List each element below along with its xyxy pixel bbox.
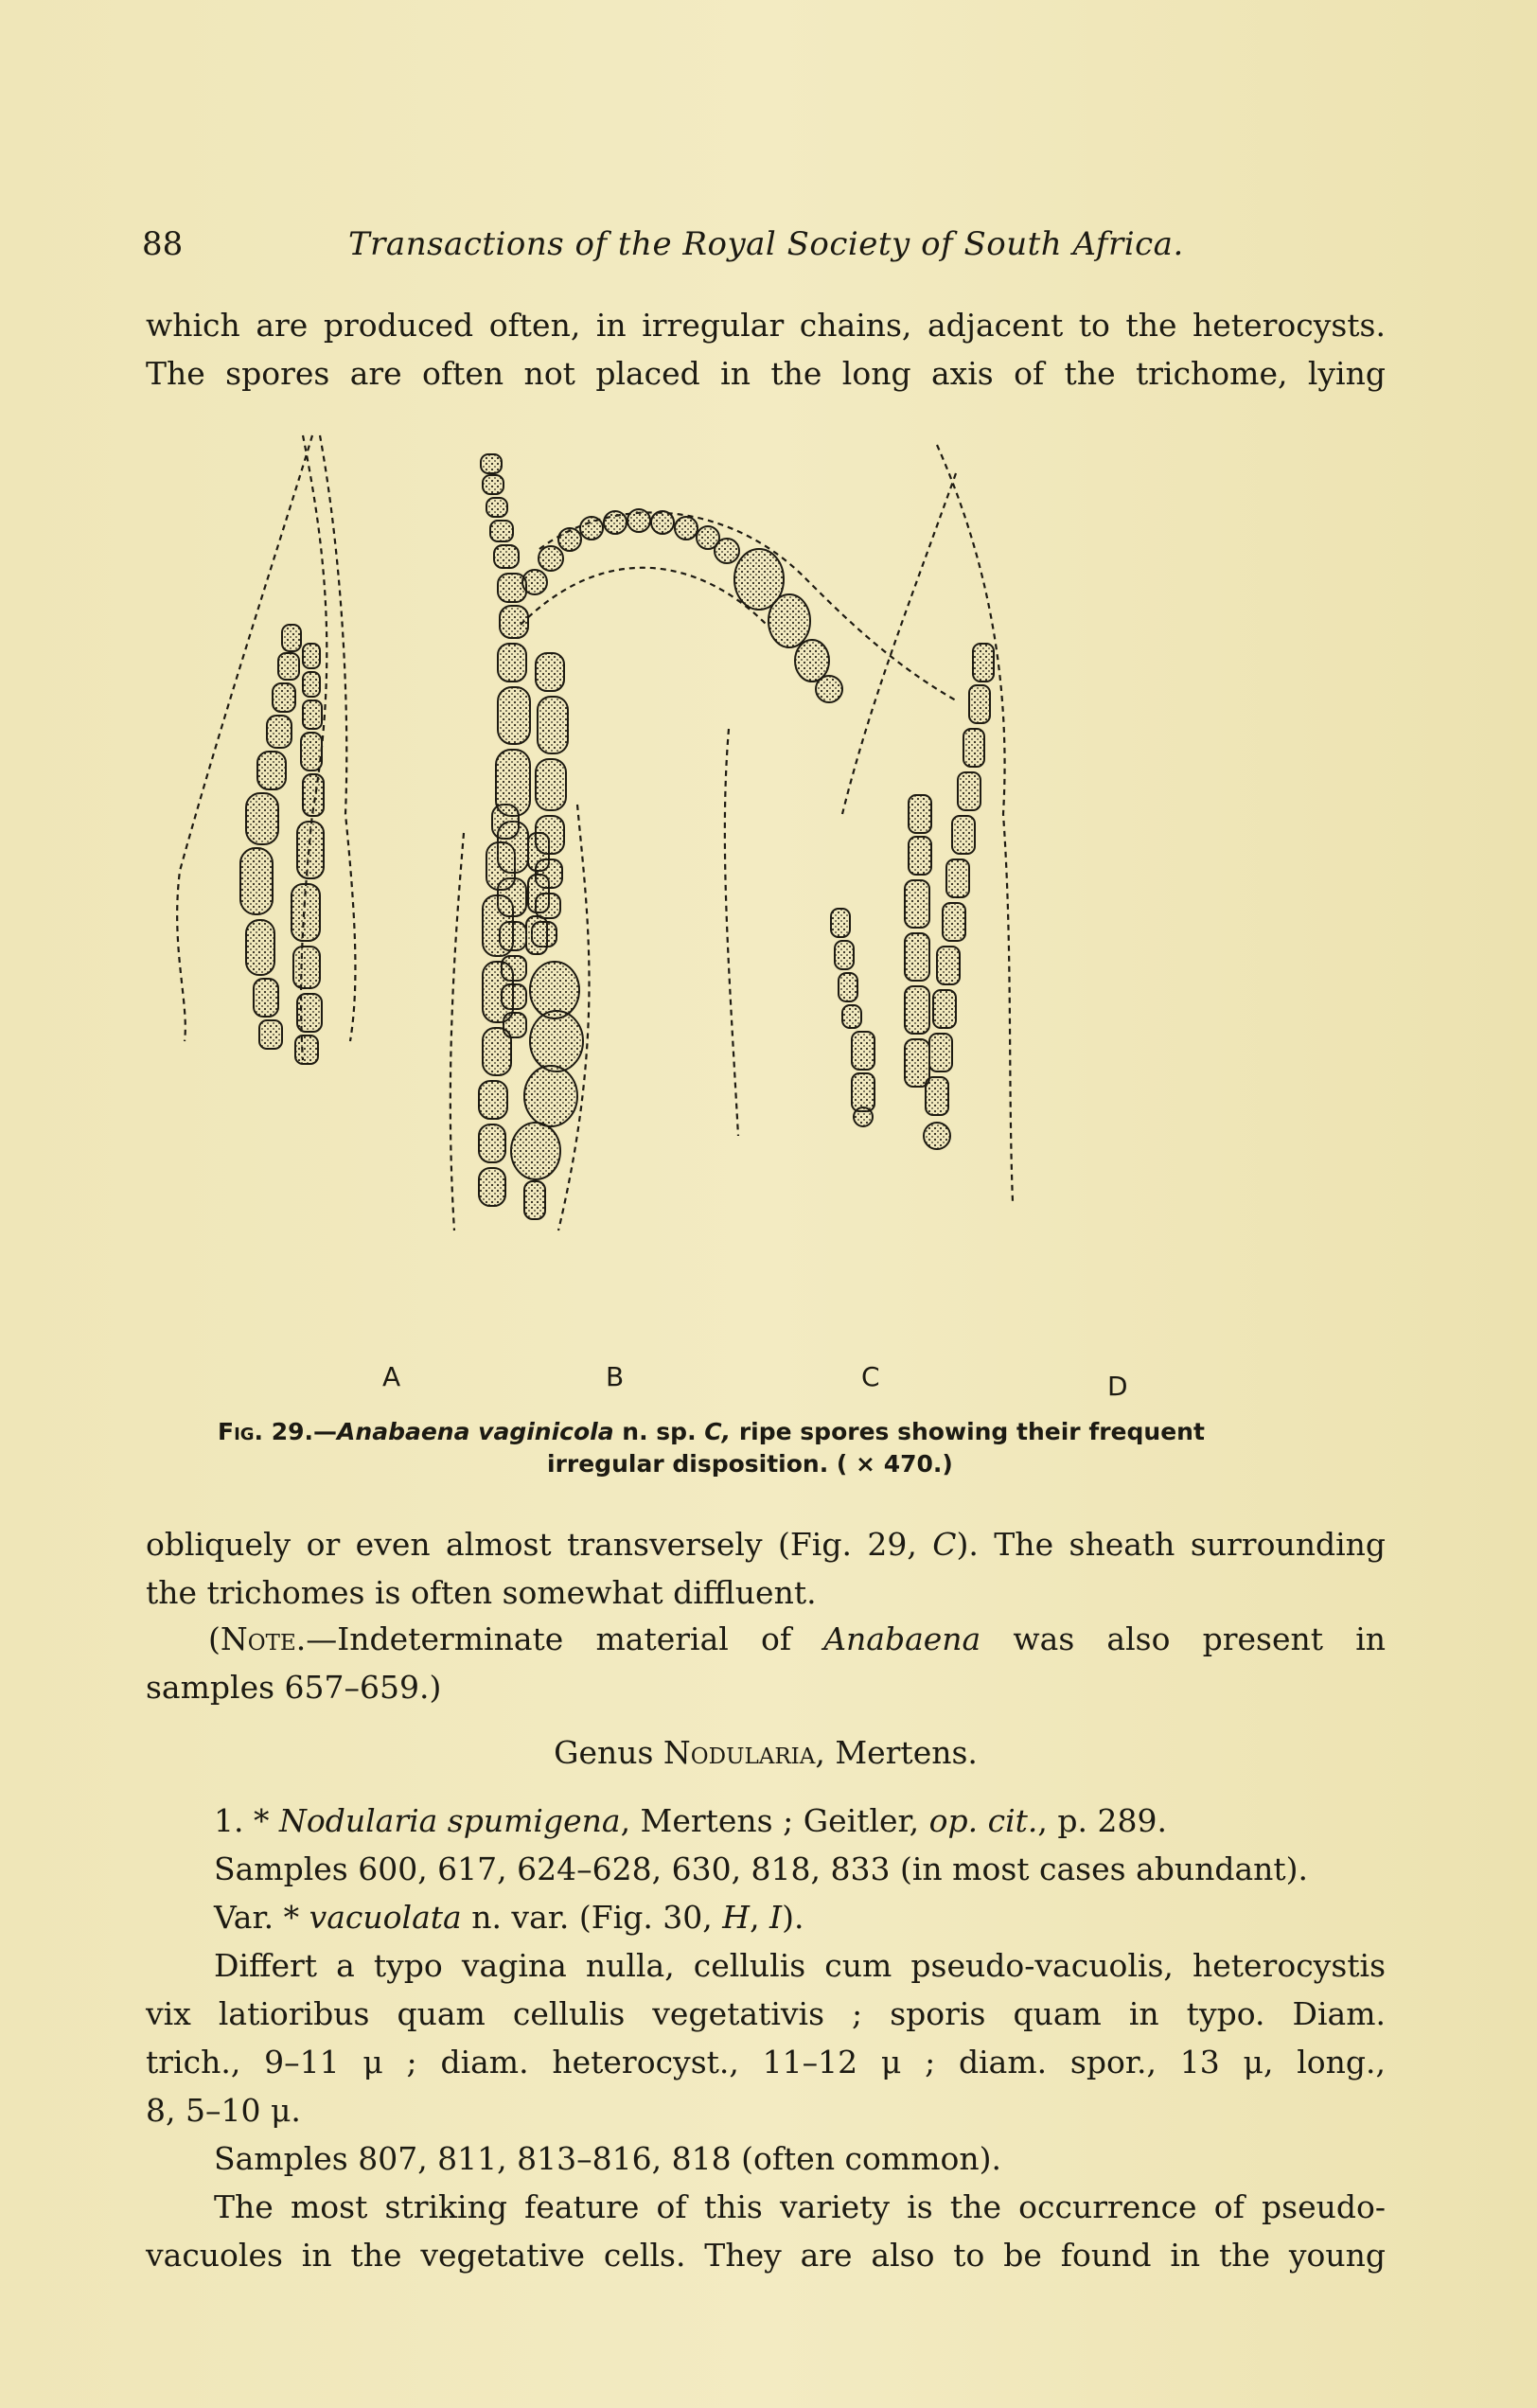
genus-heading: Genus Nodularia, Mertens.: [554, 1734, 978, 1771]
latin-description: Differt a typo vagina nulla, cellulis cum pseudo-vacuolis, heterocystis vix latioribus quam cellulis vegetativis ; sporis quam in typo. Diam. trich., 9–11 μ ; diam. heterocyst., 11–12 μ ; diam. spor., 13 μ, long., 8, 5–10 μ.: [146, 1947, 1386, 2129]
figure-29: [161, 416, 1353, 1410]
species-name: Nodularia spumigena: [278, 1802, 621, 1839]
filament-a: [240, 625, 324, 1064]
text-line: The spores are often not placed in the long axis of the trichome, lying: [146, 355, 1386, 392]
panel-label-a: A: [382, 1361, 401, 1392]
filament-d: [831, 644, 994, 1149]
sheath-d-left: [725, 729, 738, 1136]
filament-illustration: [161, 416, 1353, 1410]
caption-line-2: irregular disposition. ( × 470.): [547, 1450, 953, 1478]
caption-species: Anabaena vaginicola: [337, 1418, 614, 1445]
note-label: Note: [220, 1620, 296, 1657]
page-number: 88: [142, 225, 184, 263]
filament-c: [479, 805, 583, 1219]
final-paragraph: The most striking feature of this variety is the occurrence of pseudo- vacuoles in the vegetative cells. They are also to be found in the young: [146, 2188, 1386, 2274]
figure-caption: Fig. 29.—Anabaena vaginicola n. sp. C, ripe spores showing their frequent irregular disposition. ( × 470.): [218, 1416, 1334, 1480]
variety-name: vacuolata: [309, 1899, 462, 1936]
species-entry: 1. * Nodularia spumigena, Mertens ; Geitler, op. cit., p. 289. Samples 600, 617, 624–628, 630, 818, 833 (in most cases abundant). Var. * vacuolata n. var. (Fig. 30, H, I).: [146, 1797, 1386, 1941]
samples-2: Samples 807, 811, 813–816, 818 (often common).: [214, 2140, 1001, 2177]
sheath-d-inner: [842, 473, 956, 814]
panel-label-b: B: [606, 1361, 625, 1392]
note-paragraph: (Note.—Indeterminate material of Anabaena was also present in samples 657–659.): [146, 1620, 1387, 1706]
paragraph-obliquely: obliquely or even almost transversely (Fig. 29, C). The sheath surrounding the trichomes is often somewhat diffluent.: [146, 1526, 1387, 1611]
sheath-a-right: [320, 435, 355, 1041]
intro-paragraph: [146, 301, 1386, 398]
panel-label-d: D: [1107, 1371, 1128, 1402]
panel-label-c: C: [861, 1361, 880, 1392]
journal-title: Transactions of the Royal Society of South Africa.: [348, 225, 1184, 263]
text-line: which are produced often, in irregular chains, adjacent to the heterocysts.: [146, 307, 1386, 344]
caption-fig-number: Fig. 29.: [218, 1418, 314, 1445]
samples-line: Samples 600, 617, 624–628, 630, 818, 833 (in most cases abundant).: [214, 1850, 1309, 1887]
sheath-c-left: [450, 833, 464, 1231]
sheath-b-arc-inner: [521, 568, 767, 625]
